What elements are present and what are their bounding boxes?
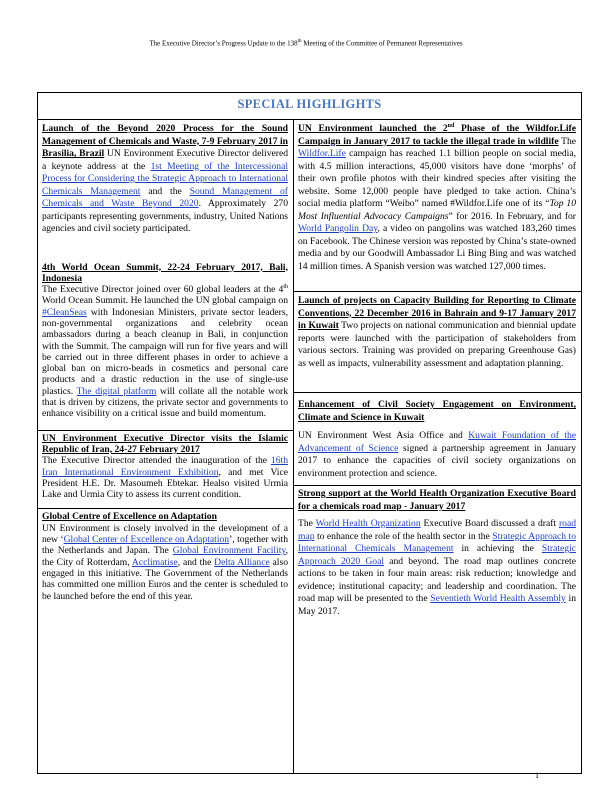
section-title: SPECIAL HIGHLIGHTS: [38, 93, 581, 120]
who-roadmap-section: Strong support at the World Health Organization Executive Board for a chemicals road map - January 2017 The World Health Organization Executive Board discussed a draft road map to enhance the role of the health sector in the Strategic Approach to International Chemicals Management in achieving the Strategic Approach 2020 Goal and beyond. The road map outlines concrete actions to be taken in four main areas: risk reduction; knowledge and evidence; institutional capacity; and leadership and coordination. The road map will be presented to the Seventieth World Health Assembly in May 2017.: [298, 488, 576, 617]
capacity-building-section: Launch of projects on Capacity Building for Reporting to Climate Conventions, 22 December 2016 in Bahrain and 9-17 January 2017 in Kuwait Two projects on national communication and biennial update reports were launched with the participation of stakeholders from various sectors. Training was provided on preparing Greenhouse Gas) as well as impacts, vulnerability assessment and adaptation planning.: [298, 295, 576, 369]
link-gef[interactable]: Global Environment Facility: [172, 545, 286, 557]
page-number: 1: [535, 771, 539, 780]
link-sound-management[interactable]: Sound Management of Chemicals and Waste Beyond 2020: [42, 185, 288, 209]
link-adaptation-center[interactable]: Global Center of Excellence on Adaptation: [63, 534, 230, 546]
adaptation-centre-heading: Global Centre of Excellence on Adaptation: [42, 511, 217, 523]
link-cleanseas[interactable]: #CleanSeas: [42, 306, 87, 318]
beyond-2020-section: Launch of the Beyond 2020 Process for the Sound Management of Chemicals and Waste, 7-9 February 2017 in Brasilia, Brazil UN Environment Executive Director delivered a keynote address at the 1st Meeting of the Intercessional Process for Considering the Strategic Approach to International Chemicals Management and the Sound Management of Chemicals and Waste Beyond 2020. Approximately 270 participants representing governments, industry, United Nations agencies and civil society participated.: [42, 123, 289, 234]
iran-visit-section: UN Environment Executive Director visits the Islamic Republic of Iran, 24-27 February 2017 The Executive Director attended the inauguration of the 16th Iran International Environment Exhibition, and met Vice President H.E. Dr. Masoumeh Ebtekar. Healso visited Urmia Lake and Urmia City to assess its current condition.: [42, 432, 288, 501]
ocean-summit-section: 4th World Ocean Summit, 22-24 February 2017, Bali, Indonesia The Executive Director joined over 60 global leaders at the 4th World Ocean Summit. He launched the UN global campaign on #CleanSeas with Indonesian Ministers, private sector leaders, non-governmental organizations and celebrity ocean ambassadors during a beach cleanup in Bali, in conjunction with the Summit. The campaign will run for five years and will be carried out in three different phases in order to achieve a global ban on micro-beads in cosmetics and personal care products and a drastic reduction in the use of single-use plastics. The digital platform will collate all the notable work that is driven by citizens, the private sector and governments to enhance visibility on a critical issue and build momentum.: [42, 261, 289, 420]
beyond-2020-heading: Launch of the Beyond 2020 Process for the Sound Management of Chemicals and Waste, 7-9 February 2017 in Brasilia, Brazil: [42, 123, 288, 159]
running-header: The Executive Director’s Progress Update to the 138th Meeting of the Committee of Permanent Representatives: [149, 39, 463, 48]
link-intercessional-meeting[interactable]: 1st Meeting of the Intercessional Process for Considering the Strategic Approach to International Chemicals Management: [42, 160, 288, 197]
link-world-pangolin-day[interactable]: World Pangolin Day: [298, 223, 378, 234]
link-saicm[interactable]: Strategic Approach to International Chemicals Management: [298, 530, 576, 554]
adaptation-centre-section: Global Centre of Excellence on Adaptation UN Environment is closely involved in the development of a new ‘Global Center of Excellence on Adaptation’, together with the Netherlands and Japan. The Global Environment Facility, the City of Rotterdam, Acclimatise, and the Delta Alliance also engaged in this initiative. The Government of the Netherlands has committed one million Euros and the center is scheduled to be launched before the end of this year.: [42, 511, 289, 602]
link-road-map[interactable]: road map: [298, 518, 576, 542]
link-delta-alliance[interactable]: Delta Alliance: [214, 556, 270, 568]
right-column: [294, 120, 581, 773]
wildfor-life-section: UN Environment launched the 2nd Phase of the Wildfor.Life Campaign in January 2017 to tackle the illegal trade in wildlife The Wildfor.Life campaign has reached 1.1 billion people on social media, with 4.5 million interactions, 45,000 visitors have done ‘morphs’ of their own profile photos with their kindred species after visiting the website. Some 12,000 people have pledged to take action. China’s social media platform “Weibo” named #Wildfor.Life one of its “Top 10 Most Influential Advocacy Campaigns” for 2016. In February, and for World Pangolin Day, a video on pangolins was watched 183,260 times on Facebook. The Chinese version was reposted by China’s state-owned media and by our Goodwill Ambassador Li Bing Bing and was watched 14 million times. A Spanish version was watched 127,000 times.: [298, 122, 577, 272]
iran-visit-heading: UN Environment Executive Director visits the Islamic Republic of Iran, 24-27 February 2017: [42, 432, 288, 455]
link-wildfor-life[interactable]: Wildfor.Life: [298, 148, 346, 159]
link-digital-platform[interactable]: The digital platform: [76, 385, 157, 397]
civil-society-heading: Enhancement of Civil Society Engagement on Environment, Climate and Science in Kuwait: [298, 399, 576, 423]
link-who[interactable]: World Health Organization: [315, 518, 421, 529]
wildfor-life-heading: UN Environment launched the 2nd Phase of the Wildfor.Life Campaign in January 2017 to tackle the illegal trade in wildlife: [298, 122, 576, 147]
link-saicm-2020-goal[interactable]: Strategic Approach 2020 Goal: [298, 543, 576, 567]
highlights-box: [37, 92, 582, 774]
link-acclimatise[interactable]: Acclimatise: [131, 556, 178, 568]
capacity-building-heading: Launch of projects on Capacity Building for Reporting to Climate Conventions, 22 December 2016 in Bahrain and 9-17 January 2017 in Kuwait: [298, 295, 576, 331]
ocean-summit-heading: 4th World Ocean Summit, 22-24 February 2017, Bali, Indonesia: [42, 261, 288, 284]
link-kuwait-foundation[interactable]: Kuwait Foundation of the Advancement of Science: [298, 430, 577, 454]
who-roadmap-heading: Strong support at the World Health Organization Executive Board for a chemicals road map - January 2017: [298, 488, 576, 512]
civil-society-section: Enhancement of Civil Society Engagement on Environment, Climate and Science in Kuwait UN Environment West Asia Office and Kuwait Foundation of the Advancement of Science signed a partnership agreement in January 2017 to enhance the capacities of civil society organizations on environment protection and science.: [298, 399, 577, 479]
link-world-health-assembly[interactable]: Seventieth World Health Assembly: [430, 593, 566, 604]
link-iran-exhibition[interactable]: 16th Iran International Environment Exhibition: [42, 455, 288, 478]
left-column: [38, 120, 294, 773]
